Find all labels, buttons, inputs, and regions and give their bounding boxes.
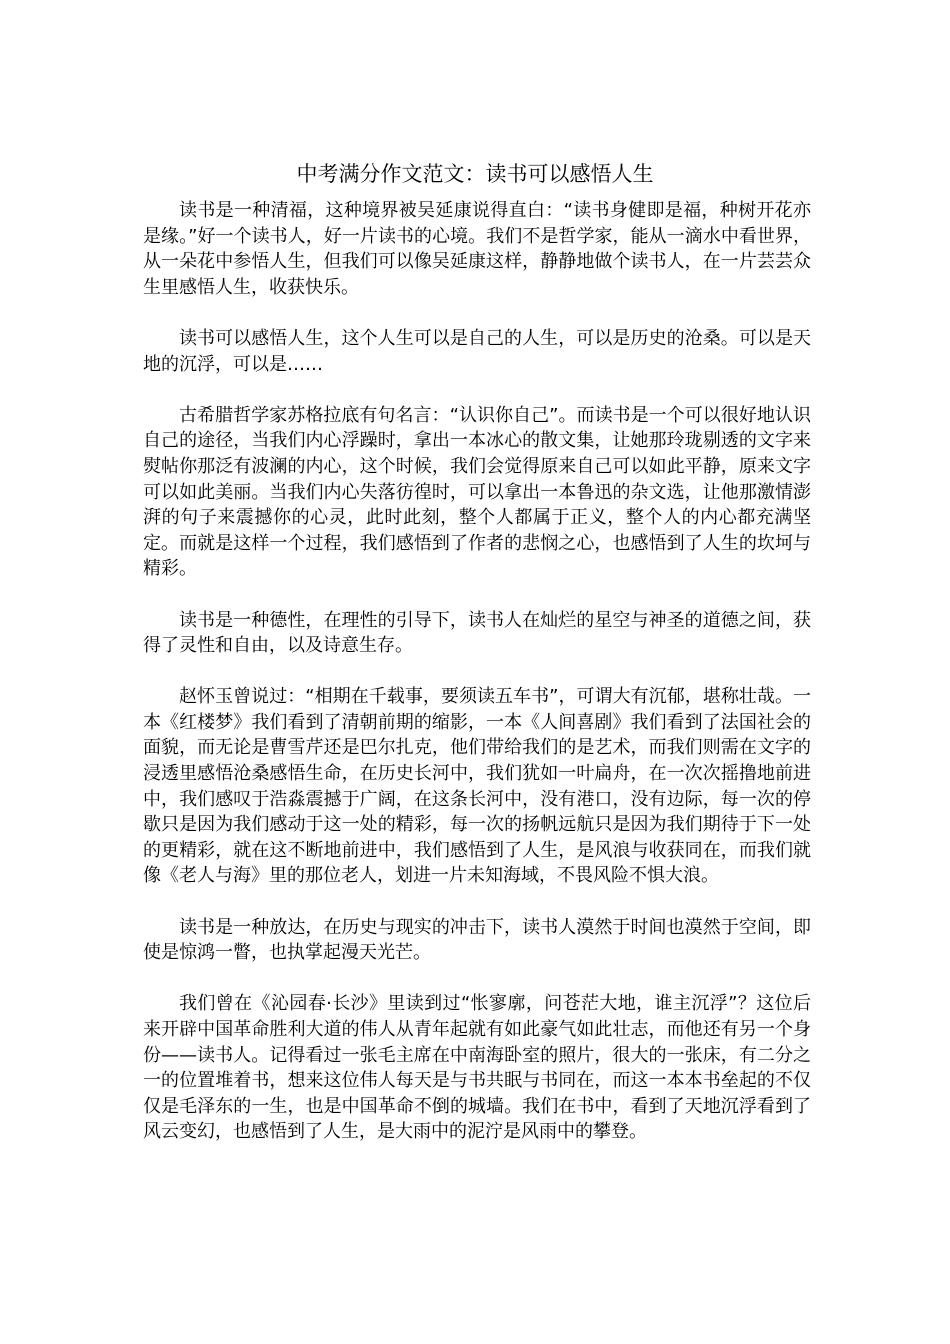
paragraph: 古希腊哲学家苏格拉底有句名言：“认识你自己”。而读书是一个可以很好地认识自己的途径，当我们内心浮躁时，拿出一本冰心的散文集，让她那玲珑剔透的文字来熨帖你那泛有波澜的内心，这个时候，我们会觉得原来自己可以如此平静，原来文字可以如此美丽。当我们内心失落彷徨时，可以拿出一本鲁迅的杂文选，让他那激情澎湃的句子来震撼你的心灵，此时此刻，整个人都属于正义，整个人的内心都充满坚定。而就是这样一个过程，我们感悟到了作者的悲悯之心，也感悟到了人生的坎坷与精彩。 [143,404,811,580]
paragraph: 读书是一种德性，在理性的引导下，读书人在灿烂的星空与神圣的道德之间，获得了灵性和自由，以及诗意生存。 [143,609,811,657]
paragraph: 读书是一种清福，这种境界被吴延康说得直白：“读书身健即是福，种树开花亦是缘。”好一个读书人，好一片读书的心境。我们不是哲学家，能从一滴水中看世界，从一朵花中参悟人生，但我们可以像吴延康这样，静静地做个读书人，在一片芸芸众生里感悟人生，收获快乐。 [143,200,811,298]
paragraph: 读书可以感悟人生，这个人生可以是自己的人生，可以是历史的沧桑。可以是天地的沉浮，可以是…… [143,327,811,375]
paragraph: 我们曾在《沁园春·长沙》里读到过“怅寥廓，问苍茫大地，谁主沉浮”？这位后来开辟中国革命胜利大道的伟人从青年起就有如此豪气如此壮志，而他还有另一个身份——读书人。记得看过一张毛主席在中南海卧室的照片，很大的一张床，有二分之一的位置堆着书，想来这位伟人每天是与书共眠与书同在，而这一本本书垒起的不仅仅是毛泽东的一生，也是中国革命不倒的城墙。我们在书中，看到了天地沉浮看到了风云变幻，也感悟到了人生，是大雨中的泥泞是风雨中的攀登。 [143,993,811,1143]
paragraph: 赵怀玉曾说过：“相期在千载事，要须读五车书”，可谓大有沉郁，堪称壮哉。一本《红楼梦》我们看到了清朝前期的缩影，一本《人间喜剧》我们看到了法国社会的面貌，而无论是曹雪芹还是巴尔扎克，他们带给我们的是艺术，而我们则需在文字的浸透里感悟沧桑感悟生命，在历史长河中，我们犹如一叶扁舟，在一次次摇撸地前进中，我们感叹于浩淼震撼于广阔，在这条长河中，没有港口，没有边际，每一次的停歇只是因为我们感动于这一处的精彩，每一次的扬帆远航只是因为我们期待于下一处的更精彩，就在这不断地前进中，我们感悟到了人生，是风浪与收获同在，而我们就像《老人与海》里的那位老人，划进一片未知海域，不畏风险不惧大浪。 [143,686,811,887]
document-title: 中考满分作文范文：读书可以感悟人生 [296,162,654,186]
document-body [143,198,811,1171]
paragraph: 读书是一种放达，在历史与现实的冲击下，读书人漠然于时间也漠然于空间，即使是惊鸿一瞥，也执掌起漫天光芒。 [143,916,811,964]
